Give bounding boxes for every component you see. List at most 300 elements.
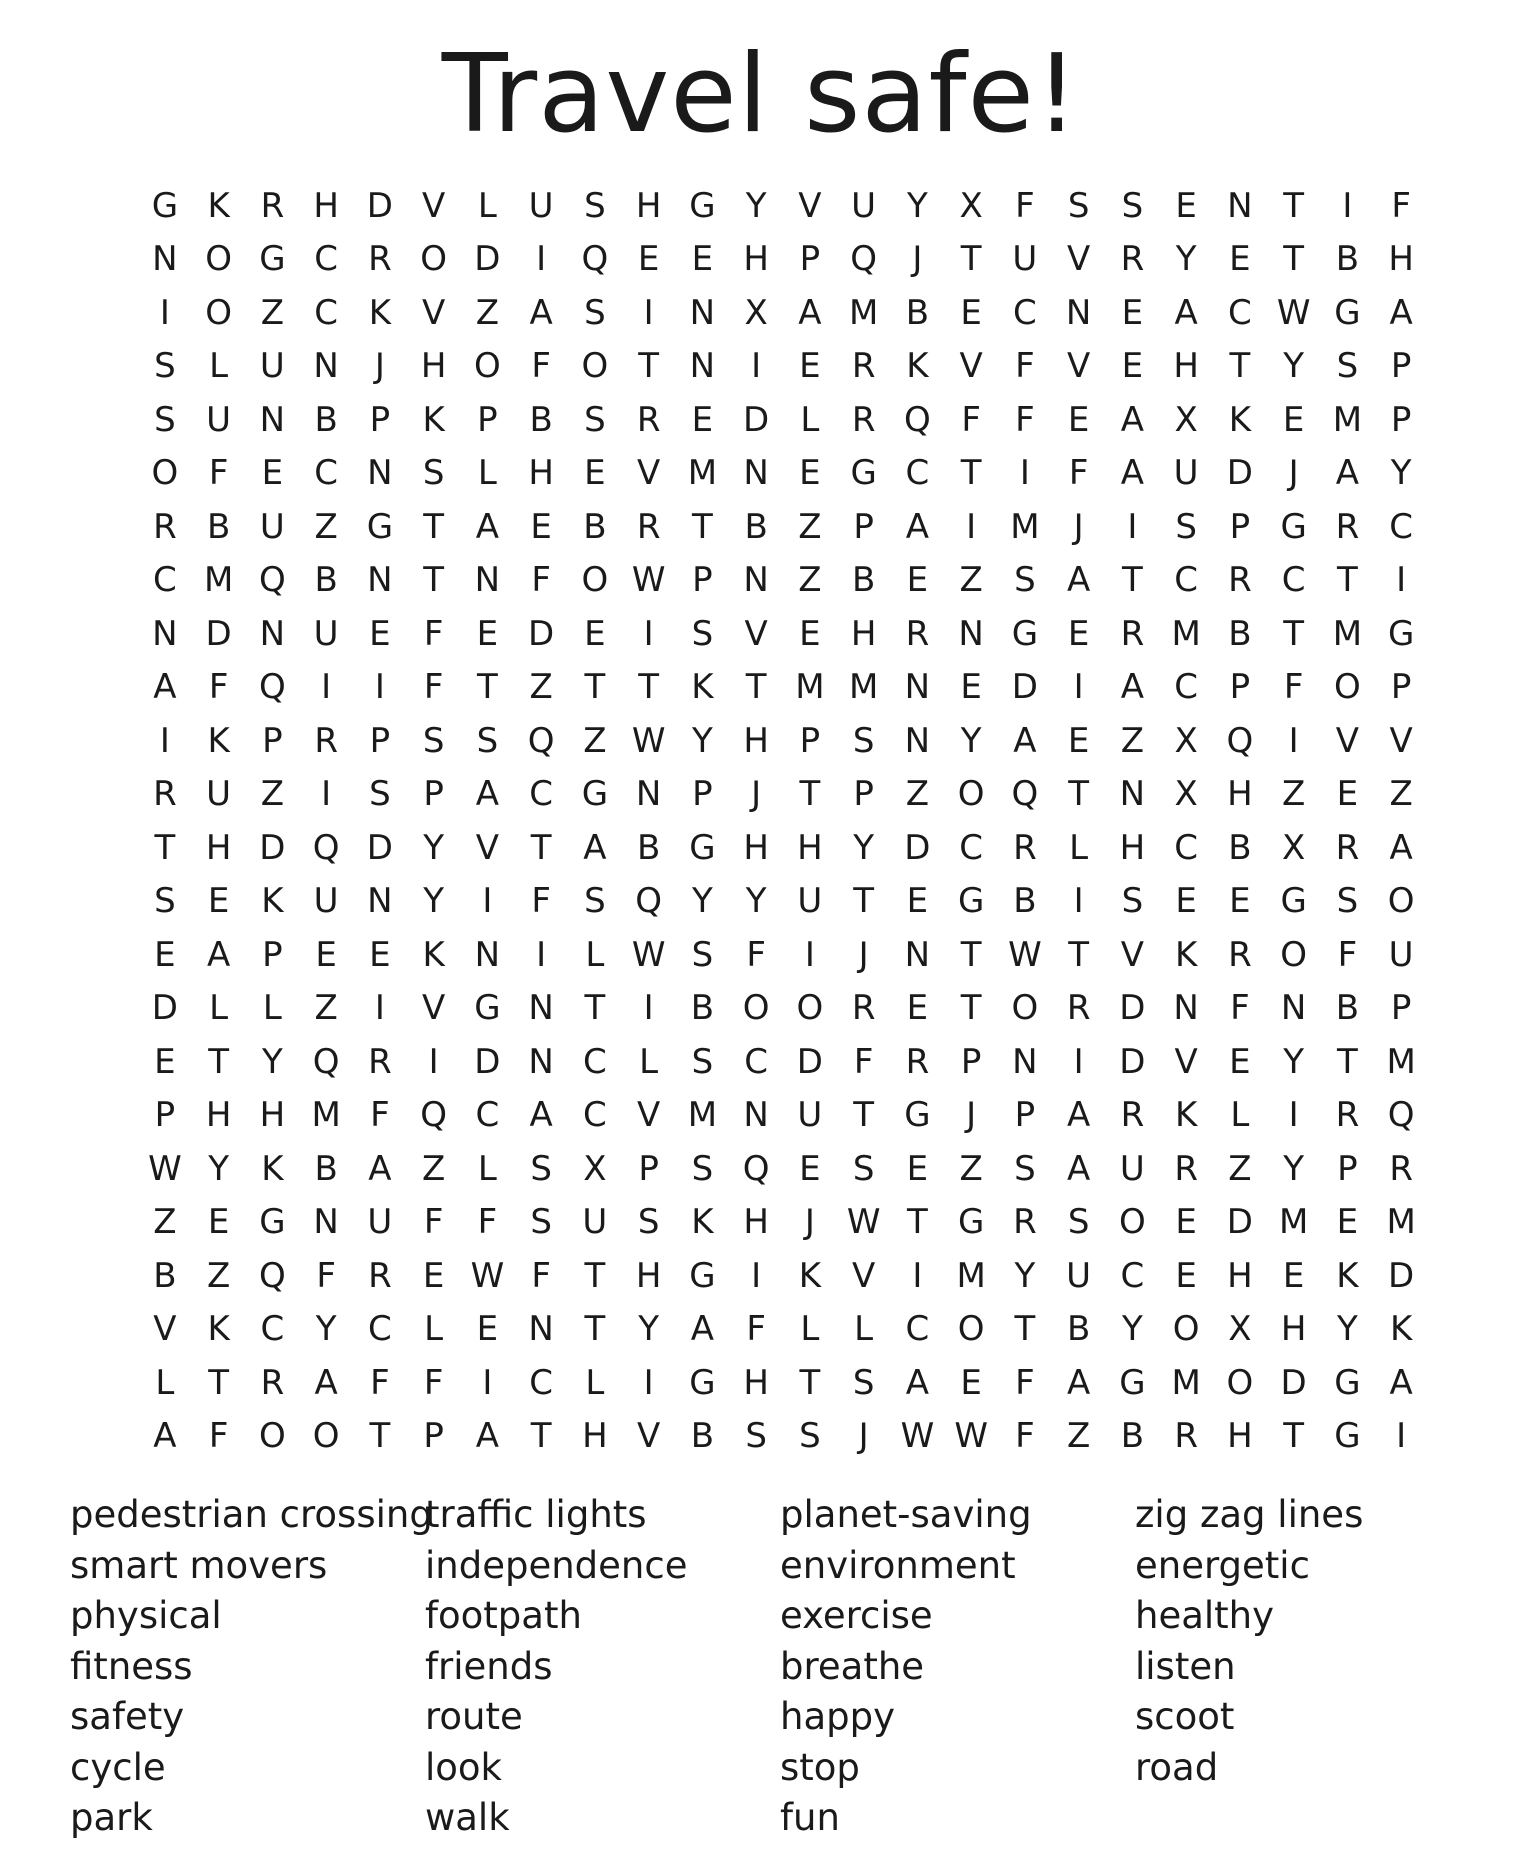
grid-letter[interactable]: N (528, 1309, 554, 1350)
grid-letter[interactable]: W (1008, 934, 1042, 975)
grid-letter[interactable]: O (1280, 934, 1307, 975)
grid-letter[interactable]: C (583, 1095, 607, 1136)
grid-letter[interactable]: Z (260, 774, 285, 815)
grid-letter[interactable]: E (1282, 1255, 1305, 1296)
grid-letter[interactable]: V (959, 346, 983, 387)
grid-letter[interactable]: N (743, 1095, 769, 1136)
grid-letter[interactable]: F (1015, 1362, 1035, 1403)
grid-letter[interactable]: T (584, 988, 606, 1029)
grid-letter[interactable]: H (1280, 1309, 1307, 1350)
grid-letter[interactable]: N (743, 453, 769, 494)
grid-letter[interactable]: I (374, 988, 385, 1029)
grid-letter[interactable]: P (1229, 667, 1251, 708)
grid-letter[interactable]: E (799, 1148, 821, 1189)
grid-letter[interactable]: O (205, 292, 232, 333)
grid-letter[interactable]: M (956, 1255, 986, 1296)
grid-letter[interactable]: I (1288, 720, 1299, 761)
grid-letter[interactable]: G (957, 1202, 985, 1243)
grid-letter[interactable]: N (474, 560, 501, 601)
grid-letter[interactable]: K (261, 1148, 284, 1189)
grid-letter[interactable]: Z (905, 774, 930, 815)
grid-letter[interactable]: E (261, 453, 284, 494)
grid-letter[interactable]: Q (850, 239, 877, 280)
grid-letter[interactable]: D (528, 613, 555, 654)
grid-letter[interactable]: I (1342, 185, 1353, 226)
grid-letter[interactable]: Y (691, 720, 713, 761)
grid-letter[interactable]: P (638, 1148, 659, 1189)
grid-letter[interactable]: H (743, 1202, 769, 1243)
grid-letter[interactable]: F (746, 934, 766, 975)
grid-letter[interactable]: R (1174, 1148, 1198, 1189)
grid-letter[interactable]: P (369, 399, 391, 440)
grid-letter[interactable]: H (1173, 346, 1199, 387)
grid-letter[interactable]: X (1174, 399, 1198, 440)
grid-letter[interactable]: A (1066, 1362, 1091, 1403)
grid-letter[interactable]: M (687, 1095, 718, 1136)
grid-letter[interactable]: S (1336, 881, 1359, 922)
grid-letter[interactable]: Y (745, 881, 767, 922)
grid-letter[interactable]: O (957, 1309, 985, 1350)
grid-letter[interactable]: I (1396, 560, 1407, 601)
grid-letter[interactable]: I (374, 667, 385, 708)
grid-letter[interactable]: I (321, 774, 332, 815)
grid-letter[interactable]: I (751, 1255, 762, 1296)
grid-letter[interactable]: V (636, 1095, 661, 1136)
grid-letter[interactable]: D (743, 399, 770, 440)
grid-letter[interactable]: Y (261, 1041, 283, 1082)
grid-letter[interactable]: H (1227, 1416, 1253, 1457)
grid-letter[interactable]: A (583, 827, 607, 868)
grid-letter[interactable]: E (1067, 399, 1090, 440)
grid-letter[interactable]: Y (745, 185, 767, 226)
grid-letter[interactable]: G (259, 1202, 286, 1243)
grid-letter[interactable]: N (635, 774, 662, 815)
grid-letter[interactable]: P (1390, 988, 1412, 1029)
grid-letter[interactable]: T (208, 1041, 230, 1082)
grid-letter[interactable]: A (1120, 667, 1144, 708)
grid-letter[interactable]: U (528, 185, 554, 226)
grid-letter[interactable]: N (904, 934, 931, 975)
grid-letter[interactable]: T (1283, 239, 1305, 280)
grid-letter[interactable]: J (912, 239, 923, 280)
grid-letter[interactable]: P (799, 720, 821, 761)
grid-letter[interactable]: Z (1120, 720, 1145, 761)
grid-letter[interactable]: N (259, 613, 286, 654)
grid-letter[interactable]: H (582, 1416, 608, 1457)
grid-letter[interactable]: B (529, 399, 553, 440)
grid-letter[interactable]: K (906, 346, 929, 387)
grid-letter[interactable]: G (689, 1362, 716, 1403)
grid-letter[interactable]: T (1014, 1309, 1036, 1350)
grid-letter[interactable]: I (482, 881, 493, 922)
grid-letter[interactable]: W (148, 1148, 182, 1189)
grid-letter[interactable]: R (260, 185, 285, 226)
grid-letter[interactable]: S (691, 613, 714, 654)
grid-letter[interactable]: Y (423, 881, 445, 922)
grid-letter[interactable]: V (475, 827, 499, 868)
grid-letter[interactable]: O (742, 988, 770, 1029)
grid-letter[interactable]: A (798, 292, 822, 333)
grid-letter[interactable]: H (743, 827, 769, 868)
grid-letter[interactable]: A (1120, 399, 1144, 440)
grid-letter[interactable]: N (367, 881, 393, 922)
grid-letter[interactable]: S (1014, 1148, 1036, 1189)
grid-letter[interactable]: N (958, 613, 984, 654)
grid-letter[interactable]: L (800, 399, 820, 440)
grid-letter[interactable]: G (366, 506, 394, 547)
grid-letter[interactable]: E (369, 613, 391, 654)
grid-letter[interactable]: R (636, 399, 661, 440)
grid-letter[interactable]: E (1175, 881, 1197, 922)
grid-letter[interactable]: V (1174, 1041, 1198, 1082)
grid-letter[interactable]: L (585, 1362, 605, 1403)
grid-letter[interactable]: E (154, 1041, 176, 1082)
grid-letter[interactable]: P (154, 1095, 176, 1136)
grid-letter[interactable]: F (208, 453, 229, 494)
grid-letter[interactable]: F (961, 399, 981, 440)
grid-letter[interactable]: E (960, 1362, 982, 1403)
grid-letter[interactable]: T (369, 1416, 391, 1457)
grid-letter[interactable]: W (631, 720, 666, 761)
grid-letter[interactable]: H (635, 1255, 662, 1296)
grid-letter[interactable]: R (1228, 934, 1252, 975)
grid-letter[interactable]: A (905, 506, 929, 547)
grid-letter[interactable]: S (369, 774, 391, 815)
grid-letter[interactable]: J (966, 1095, 977, 1136)
grid-letter[interactable]: B (905, 292, 930, 333)
grid-letter[interactable]: U (313, 881, 339, 922)
grid-letter[interactable]: T (1336, 1041, 1358, 1082)
grid-letter[interactable]: S (422, 453, 445, 494)
grid-letter[interactable]: Y (208, 1148, 230, 1189)
grid-letter[interactable]: T (530, 1416, 552, 1457)
grid-letter[interactable]: E (1175, 1255, 1197, 1296)
grid-letter[interactable]: W (1276, 292, 1311, 333)
grid-letter[interactable]: E (799, 453, 821, 494)
grid-letter[interactable]: C (368, 1309, 392, 1350)
grid-letter[interactable]: Z (475, 292, 500, 333)
grid-letter[interactable]: V (1389, 720, 1413, 761)
grid-letter[interactable]: R (1120, 1095, 1145, 1136)
grid-letter[interactable]: O (1226, 1362, 1254, 1403)
grid-letter[interactable]: A (206, 934, 231, 975)
grid-letter[interactable]: T (423, 506, 445, 547)
grid-letter[interactable]: H (528, 453, 554, 494)
grid-letter[interactable]: A (368, 1148, 392, 1189)
grid-letter[interactable]: B (1335, 988, 1360, 1029)
grid-letter[interactable]: E (1336, 774, 1359, 815)
grid-letter[interactable]: N (1227, 185, 1253, 226)
grid-letter[interactable]: Q (903, 399, 931, 440)
grid-letter[interactable]: N (313, 1202, 339, 1243)
grid-letter[interactable]: B (1066, 1309, 1091, 1350)
grid-letter[interactable]: T (1068, 934, 1090, 975)
grid-letter[interactable]: X (583, 1148, 607, 1189)
grid-letter[interactable]: I (1019, 453, 1030, 494)
grid-letter[interactable]: H (205, 1095, 232, 1136)
grid-letter[interactable]: J (751, 774, 762, 815)
grid-letter[interactable]: O (1333, 667, 1361, 708)
grid-letter[interactable]: Q (1387, 1095, 1415, 1136)
grid-letter[interactable]: B (851, 560, 876, 601)
grid-letter[interactable]: E (691, 399, 714, 440)
grid-letter[interactable]: L (424, 1309, 444, 1350)
grid-letter[interactable]: E (799, 613, 821, 654)
grid-letter[interactable]: G (1334, 1362, 1361, 1403)
grid-letter[interactable]: C (905, 1309, 930, 1350)
grid-letter[interactable]: N (313, 346, 339, 387)
grid-letter[interactable]: C (260, 1309, 285, 1350)
grid-letter[interactable]: T (853, 881, 875, 922)
grid-letter[interactable]: F (208, 667, 229, 708)
grid-letter[interactable]: G (1334, 292, 1361, 333)
grid-letter[interactable]: G (689, 827, 716, 868)
grid-letter[interactable]: N (528, 988, 554, 1029)
grid-letter[interactable]: A (529, 292, 553, 333)
grid-letter[interactable]: C (1174, 560, 1198, 601)
grid-letter[interactable]: T (960, 934, 982, 975)
grid-letter[interactable]: R (314, 720, 338, 761)
grid-letter[interactable]: S (584, 185, 606, 226)
grid-letter[interactable]: G (581, 774, 609, 815)
grid-letter[interactable]: R (1389, 1148, 1413, 1189)
grid-letter[interactable]: Z (959, 560, 983, 601)
grid-letter[interactable]: L (209, 346, 229, 387)
grid-letter[interactable]: C (1389, 506, 1413, 547)
grid-letter[interactable]: F (423, 667, 444, 708)
grid-letter[interactable]: C (314, 292, 338, 333)
grid-letter[interactable]: R (851, 346, 876, 387)
grid-letter[interactable]: X (1281, 827, 1306, 868)
grid-letter[interactable]: N (474, 934, 501, 975)
grid-letter[interactable]: B (636, 827, 661, 868)
grid-letter[interactable]: N (689, 292, 716, 333)
grid-letter[interactable]: D (1119, 988, 1146, 1029)
grid-letter[interactable]: K (1336, 1255, 1359, 1296)
grid-letter[interactable]: H (1227, 774, 1253, 815)
grid-letter[interactable]: L (477, 185, 497, 226)
grid-letter[interactable]: N (743, 560, 769, 601)
grid-letter[interactable]: L (209, 988, 229, 1029)
grid-letter[interactable]: F (1337, 934, 1358, 975)
grid-letter[interactable]: M (1171, 613, 1201, 654)
grid-letter[interactable]: R (368, 239, 392, 280)
grid-letter[interactable]: E (906, 1148, 929, 1189)
grid-letter[interactable]: E (584, 453, 606, 494)
grid-letter[interactable]: D (474, 239, 501, 280)
grid-letter[interactable]: A (314, 1362, 338, 1403)
grid-letter[interactable]: Q (1011, 774, 1039, 815)
grid-letter[interactable]: B (314, 1148, 338, 1189)
grid-letter[interactable]: T (638, 667, 660, 708)
grid-letter[interactable]: M (203, 560, 234, 601)
grid-letter[interactable]: S (584, 881, 606, 922)
grid-letter[interactable]: G (1334, 1416, 1361, 1457)
grid-letter[interactable]: R (851, 399, 876, 440)
grid-letter[interactable]: E (1229, 1041, 1251, 1082)
grid-letter[interactable]: P (369, 720, 391, 761)
grid-letter[interactable]: I (428, 1041, 439, 1082)
grid-letter[interactable]: K (1389, 1309, 1413, 1350)
grid-letter[interactable]: L (854, 1309, 874, 1350)
grid-letter[interactable]: D (366, 185, 393, 226)
grid-letter[interactable]: S (745, 1416, 767, 1457)
grid-letter[interactable]: O (473, 346, 501, 387)
grid-letter[interactable]: H (797, 827, 823, 868)
grid-letter[interactable]: S (852, 1362, 875, 1403)
grid-letter[interactable]: J (374, 346, 385, 387)
grid-letter[interactable]: S (799, 1416, 821, 1457)
grid-letter[interactable]: Y (1390, 453, 1412, 494)
grid-letter[interactable]: B (1120, 1416, 1145, 1457)
grid-letter[interactable]: Z (959, 1148, 983, 1189)
grid-letter[interactable]: N (152, 613, 178, 654)
grid-letter[interactable]: D (904, 827, 931, 868)
grid-letter[interactable]: B (690, 988, 715, 1029)
grid-letter[interactable]: J (1073, 506, 1084, 547)
grid-letter[interactable]: K (1174, 1095, 1198, 1136)
grid-letter[interactable]: I (1073, 667, 1084, 708)
grid-letter[interactable]: V (153, 1309, 177, 1350)
grid-letter[interactable]: O (420, 239, 447, 280)
grid-letter[interactable]: N (259, 399, 286, 440)
grid-letter[interactable]: G (1280, 506, 1307, 547)
grid-letter[interactable]: N (1012, 1041, 1038, 1082)
grid-letter[interactable]: E (530, 506, 552, 547)
grid-letter[interactable]: C (153, 560, 177, 601)
grid-letter[interactable]: Z (798, 506, 822, 547)
grid-letter[interactable]: E (1336, 1202, 1359, 1243)
grid-letter[interactable]: U (259, 346, 285, 387)
grid-letter[interactable]: H (205, 827, 232, 868)
grid-letter[interactable]: Q (258, 560, 286, 601)
grid-letter[interactable]: R (1066, 988, 1091, 1029)
grid-letter[interactable]: V (1120, 934, 1144, 975)
grid-letter[interactable]: B (744, 506, 768, 547)
grid-letter[interactable]: I (1396, 1416, 1407, 1457)
grid-letter[interactable]: F (1283, 667, 1304, 708)
grid-letter[interactable]: A (1389, 292, 1413, 333)
grid-letter[interactable]: P (960, 1041, 982, 1082)
grid-letter[interactable]: Q (258, 667, 286, 708)
grid-letter[interactable]: T (154, 827, 176, 868)
grid-letter[interactable]: J (858, 934, 869, 975)
grid-letter[interactable]: S (1067, 1202, 1090, 1243)
grid-letter[interactable]: H (420, 346, 447, 387)
grid-letter[interactable]: H (1119, 827, 1146, 868)
grid-letter[interactable]: S (1121, 185, 1144, 226)
grid-letter[interactable]: E (1229, 881, 1251, 922)
grid-letter[interactable]: R (368, 1041, 392, 1082)
grid-letter[interactable]: R (1013, 1202, 1037, 1243)
grid-letter[interactable]: I (966, 506, 977, 547)
grid-letter[interactable]: F (1230, 988, 1250, 1029)
grid-letter[interactable]: Z (314, 506, 338, 547)
grid-letter[interactable]: T (853, 1095, 875, 1136)
grid-letter[interactable]: L (477, 453, 497, 494)
grid-letter[interactable]: N (528, 1041, 554, 1082)
grid-letter[interactable]: D (259, 827, 286, 868)
grid-letter[interactable]: I (1073, 881, 1084, 922)
grid-letter[interactable]: G (1119, 1362, 1146, 1403)
grid-letter[interactable]: O (312, 1416, 340, 1457)
grid-letter[interactable]: H (743, 239, 769, 280)
grid-letter[interactable]: U (1012, 239, 1038, 280)
grid-letter[interactable]: Y (1175, 239, 1197, 280)
grid-letter[interactable]: Z (1228, 1148, 1252, 1189)
grid-letter[interactable]: F (531, 881, 551, 922)
grid-letter[interactable]: O (957, 774, 985, 815)
grid-letter[interactable]: E (960, 292, 982, 333)
grid-letter[interactable]: R (1174, 1416, 1198, 1457)
grid-letter[interactable]: F (1015, 346, 1035, 387)
grid-letter[interactable]: T (799, 1362, 821, 1403)
grid-letter[interactable]: H (850, 613, 877, 654)
grid-letter[interactable]: N (152, 239, 178, 280)
grid-letter[interactable]: B (314, 399, 338, 440)
grid-letter[interactable]: C (314, 239, 338, 280)
grid-letter[interactable]: S (691, 1041, 714, 1082)
grid-letter[interactable]: O (581, 560, 609, 601)
grid-letter[interactable]: U (367, 1202, 393, 1243)
grid-letter[interactable]: F (1015, 399, 1035, 440)
grid-letter[interactable]: G (474, 988, 501, 1029)
grid-letter[interactable]: H (743, 720, 769, 761)
grid-letter[interactable]: T (799, 774, 821, 815)
grid-letter[interactable]: C (583, 1041, 607, 1082)
grid-letter[interactable]: V (1335, 720, 1359, 761)
grid-letter[interactable]: E (422, 1255, 445, 1296)
grid-letter[interactable]: P (477, 399, 498, 440)
grid-letter[interactable]: Q (635, 881, 662, 922)
grid-letter[interactable]: U (206, 399, 232, 440)
grid-letter[interactable]: D (1388, 1255, 1415, 1296)
grid-letter[interactable]: G (1387, 613, 1415, 654)
grid-letter[interactable]: E (1067, 720, 1090, 761)
grid-letter[interactable]: W (631, 560, 666, 601)
grid-letter[interactable]: X (1174, 774, 1198, 815)
grid-letter[interactable]: K (207, 1309, 230, 1350)
grid-letter[interactable]: V (636, 453, 661, 494)
grid-letter[interactable]: T (1229, 346, 1251, 387)
grid-letter[interactable]: P (692, 560, 713, 601)
grid-letter[interactable]: T (530, 827, 552, 868)
grid-letter[interactable]: B (206, 506, 231, 547)
grid-letter[interactable]: N (1119, 774, 1146, 815)
grid-letter[interactable]: A (1335, 453, 1359, 494)
grid-letter[interactable]: T (1283, 613, 1305, 654)
grid-letter[interactable]: Q (581, 239, 609, 280)
grid-letter[interactable]: N (904, 667, 931, 708)
grid-letter[interactable]: V (798, 185, 822, 226)
grid-letter[interactable]: C (475, 1095, 500, 1136)
grid-letter[interactable]: P (1390, 667, 1412, 708)
grid-letter[interactable]: M (311, 1095, 341, 1136)
grid-letter[interactable]: V (1066, 239, 1091, 280)
grid-letter[interactable]: A (475, 1416, 499, 1457)
grid-letter[interactable]: E (584, 613, 606, 654)
grid-letter[interactable]: M (1332, 613, 1363, 654)
grid-letter[interactable]: U (851, 185, 877, 226)
grid-letter[interactable]: U (206, 774, 232, 815)
grid-letter[interactable]: S (1067, 185, 1090, 226)
grid-letter[interactable]: Y (691, 881, 713, 922)
grid-letter[interactable]: T (960, 239, 982, 280)
grid-letter[interactable]: F (208, 1416, 229, 1457)
grid-letter[interactable]: J (858, 1416, 869, 1457)
grid-letter[interactable]: R (1335, 1095, 1360, 1136)
grid-letter[interactable]: X (1174, 720, 1198, 761)
